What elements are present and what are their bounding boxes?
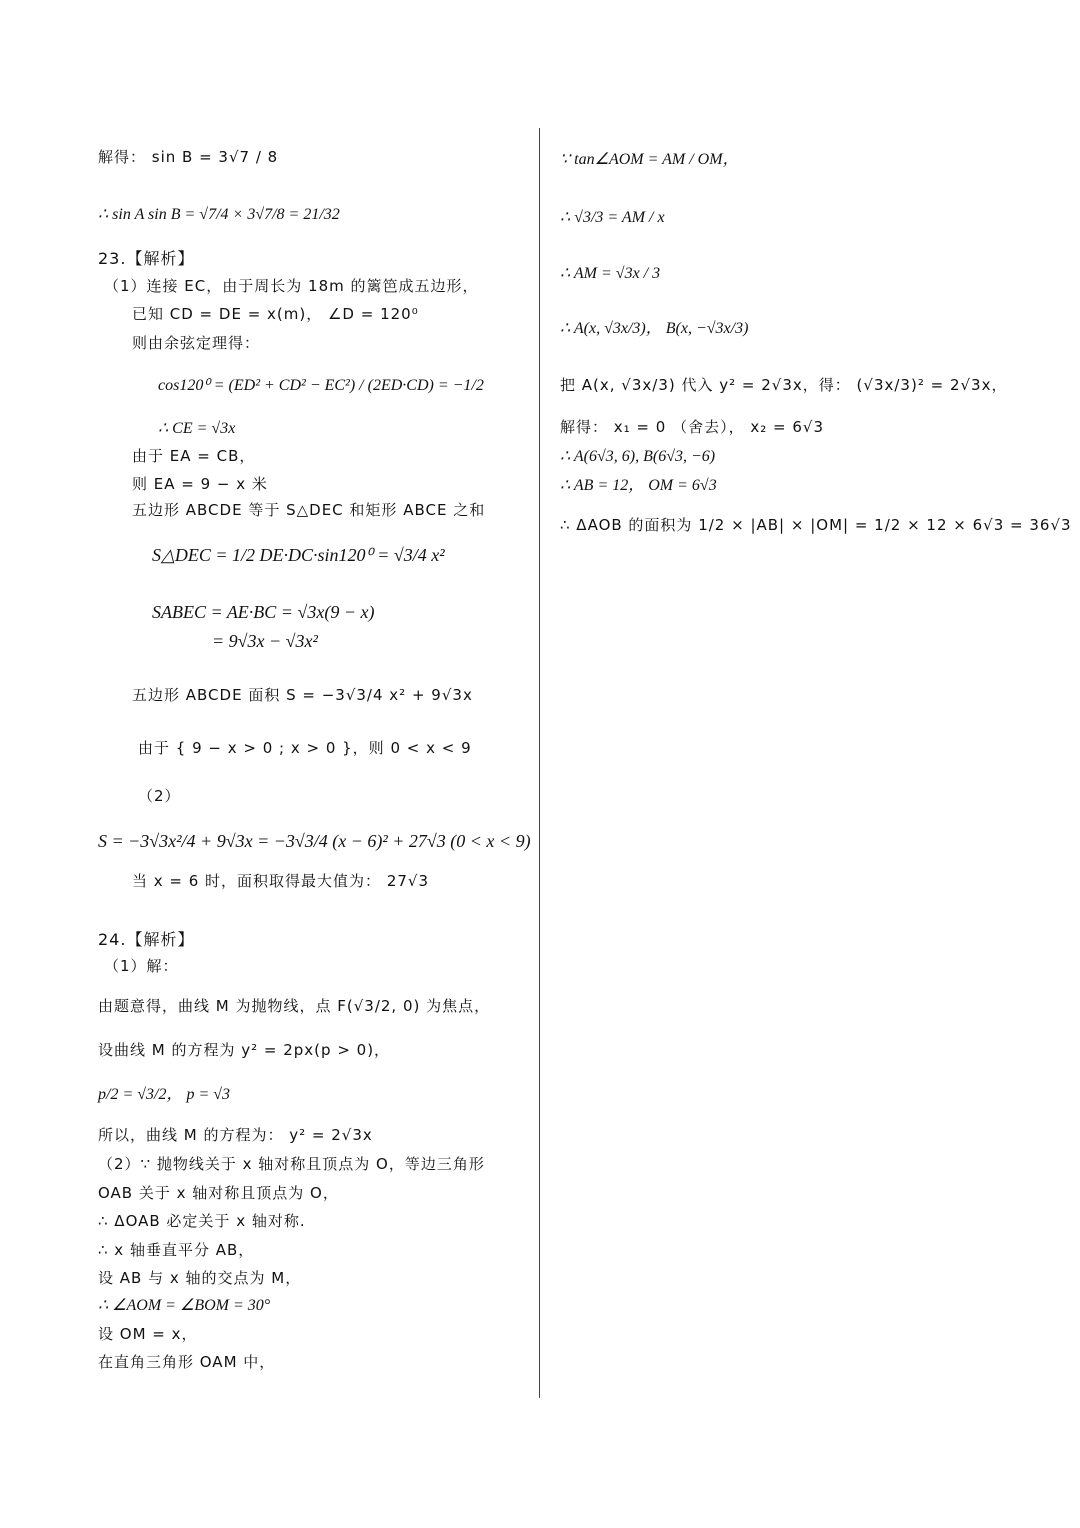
column-divider bbox=[539, 128, 540, 1398]
solution-line: 所以，曲线 M 的方程为： y² = 2√3x bbox=[98, 1126, 373, 1144]
solution-line: 则由余弦定理得： bbox=[132, 334, 261, 352]
solution-line: 由于 EA = CB， bbox=[132, 447, 256, 465]
formula-line: ∴ AB = 12， OM = 6√3 bbox=[560, 477, 717, 494]
formula-line: SABEC = AE·BC = √3x(9 − x) bbox=[152, 602, 375, 622]
solution-line: 则 EA = 9 − x 米 bbox=[132, 475, 268, 493]
formula-line: ∴ ∠AOM = ∠BOM = 30° bbox=[98, 1297, 271, 1314]
solution-line: 由题意得，曲线 M 为抛物线，点 F(√3/2, 0) 为焦点， bbox=[98, 997, 491, 1015]
solution-line: （1）解： bbox=[104, 957, 179, 975]
solution-line: 已知 CD = DE = x(m)， ∠D = 120⁰ bbox=[132, 305, 419, 323]
solution-line: 设 OM = x， bbox=[98, 1325, 198, 1343]
solution-line: 设 AB 与 x 轴的交点为 M， bbox=[98, 1269, 302, 1287]
solution-line: 解得： x₁ = 0 （舍去）， x₂ = 6√3 bbox=[560, 418, 824, 436]
formula-line: cos120⁰ = (ED² + CD² − EC²) / (2ED·CD) = −1/2 bbox=[158, 377, 484, 394]
formula-line: ∴ A(6√3, 6), B(6√3, −6) bbox=[560, 448, 716, 465]
formula-line: ∵ tan∠AOM = AM / OM， bbox=[560, 151, 739, 168]
solution-line: 五边形 ABCDE 面积 S = −3√3/4 x² + 9√3x bbox=[132, 686, 473, 704]
solution-line: 在直角三角形 OAM 中， bbox=[98, 1353, 276, 1371]
solution-line: ∴ sin A sin B = √7/4 × 3√7/8 = 21/32 bbox=[98, 206, 340, 223]
solution-line: OAB 关于 x 轴对称且顶点为 O， bbox=[98, 1184, 339, 1202]
solution-line: 由于 { 9 − x > 0 ; x > 0 }，则 0 < x < 9 bbox=[138, 739, 472, 757]
solution-line: 当 x = 6 时，面积取得最大值为： 27√3 bbox=[132, 872, 430, 890]
solution-line: （2）∵ 抛物线关于 x 轴对称且顶点为 O，等边三角形 bbox=[98, 1155, 485, 1173]
problem-23-heading: 23.【解析】 bbox=[98, 249, 195, 268]
formula-line: ∴ A(x, √3x/3)， B(x, −√3x/3) bbox=[560, 320, 749, 337]
formula-line: ∴ √3/3 = AM / x bbox=[560, 209, 665, 226]
solution-line: 把 A(x, √3x/3) 代入 y² = 2√3x，得： (√3x/3)² = 2√3x， bbox=[560, 376, 1008, 394]
formula-line: = 9√3x − √3x² bbox=[212, 631, 318, 651]
solution-line: ∴ x 轴垂直平分 AB， bbox=[98, 1241, 255, 1259]
formula-line: ∴ CE = √3x bbox=[158, 420, 236, 437]
solution-line: （2） bbox=[138, 787, 181, 805]
solution-line: ∴ ΔOAB 必定关于 x 轴对称. bbox=[98, 1212, 306, 1230]
solution-line: 设曲线 M 的方程为 y² = 2px(p > 0)， bbox=[98, 1041, 391, 1059]
formula-line: ∴ AM = √3x / 3 bbox=[560, 265, 661, 282]
formula-line: S = −3√3x²/4 + 9√3x = −3√3/4 (x − 6)² + 27√3 (0 < x < 9) bbox=[98, 831, 531, 851]
solution-line: 解得： sin B = 3√7 / 8 bbox=[98, 148, 279, 166]
problem-24-heading: 24.【解析】 bbox=[98, 930, 195, 949]
solution-line: 五边形 ABCDE 等于 S△DEC 和矩形 ABCE 之和 bbox=[132, 501, 486, 519]
formula-line: S△DEC = 1/2 DE·DC·sin120⁰ = √3/4 x² bbox=[152, 545, 445, 565]
solution-line: ∴ ΔAOB 的面积为 1/2 × |AB| × |OM| = 1/2 × 12 × 6√3 = 36√3 bbox=[560, 516, 1072, 534]
formula-line: p/2 = √3/2， p = √3 bbox=[98, 1086, 231, 1103]
solution-line: （1）连接 EC，由于周长为 18m 的篱笆成五边形， bbox=[104, 277, 479, 295]
